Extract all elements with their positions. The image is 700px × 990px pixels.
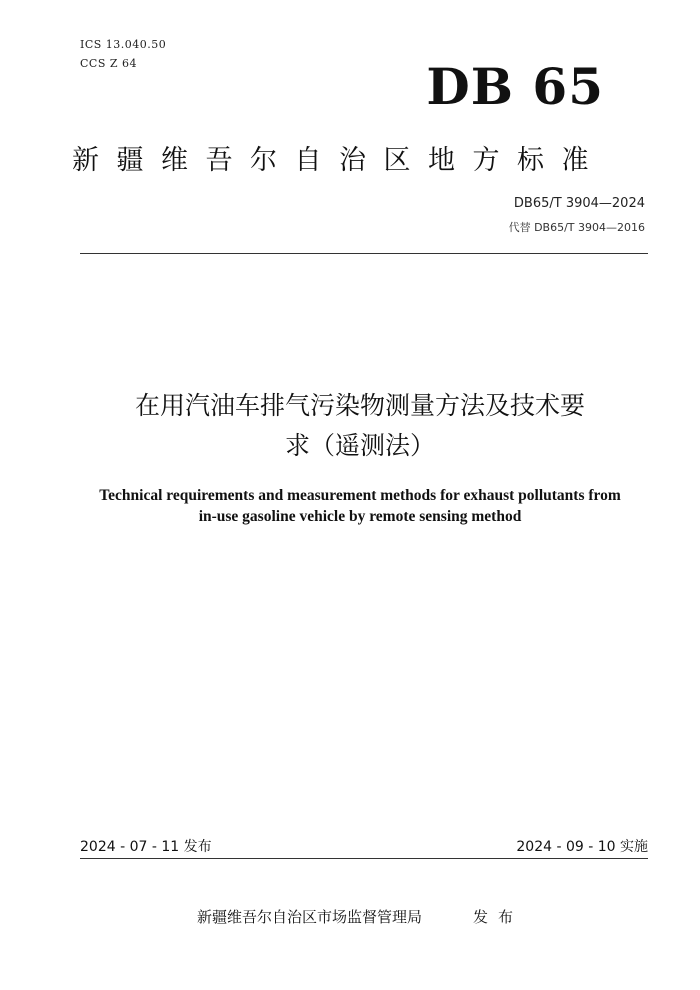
title-english-line-1: Technical requirements and measurement methods for exhaust pollutants from: [99, 487, 621, 504]
ics-code: ICS 13.040.50: [80, 38, 167, 51]
ccs-code: CCS Z 64: [80, 57, 138, 70]
title-english: [60, 485, 660, 527]
title-english-line-2: in-use gasoline vehicle by remote sensing method: [198, 508, 522, 525]
publish-label: 发布: [473, 908, 524, 926]
top-divider: [80, 253, 648, 254]
db65-logo: DB 65: [426, 57, 604, 116]
standard-type-heading: 新疆维吾尔自治区地方标准: [72, 145, 606, 176]
title-chinese-line-2: 求（遥测法）: [284, 431, 435, 460]
replaces-standard: 代替 DB65/T 3904—2016: [508, 221, 645, 234]
title-chinese-line-1: 在用汽油车排气污染物测量方法及技术要: [134, 391, 585, 420]
issue-date: 2024 - 07 - 11 发布: [80, 839, 212, 855]
standard-number: DB65/T 3904—2024: [513, 196, 645, 211]
implementation-date: 2024 - 09 - 10 实施: [516, 839, 648, 855]
title-chinese: [60, 386, 660, 466]
bottom-divider: [80, 858, 648, 859]
issuing-authority: 新疆维吾尔自治区市场监督管理局: [197, 908, 423, 926]
